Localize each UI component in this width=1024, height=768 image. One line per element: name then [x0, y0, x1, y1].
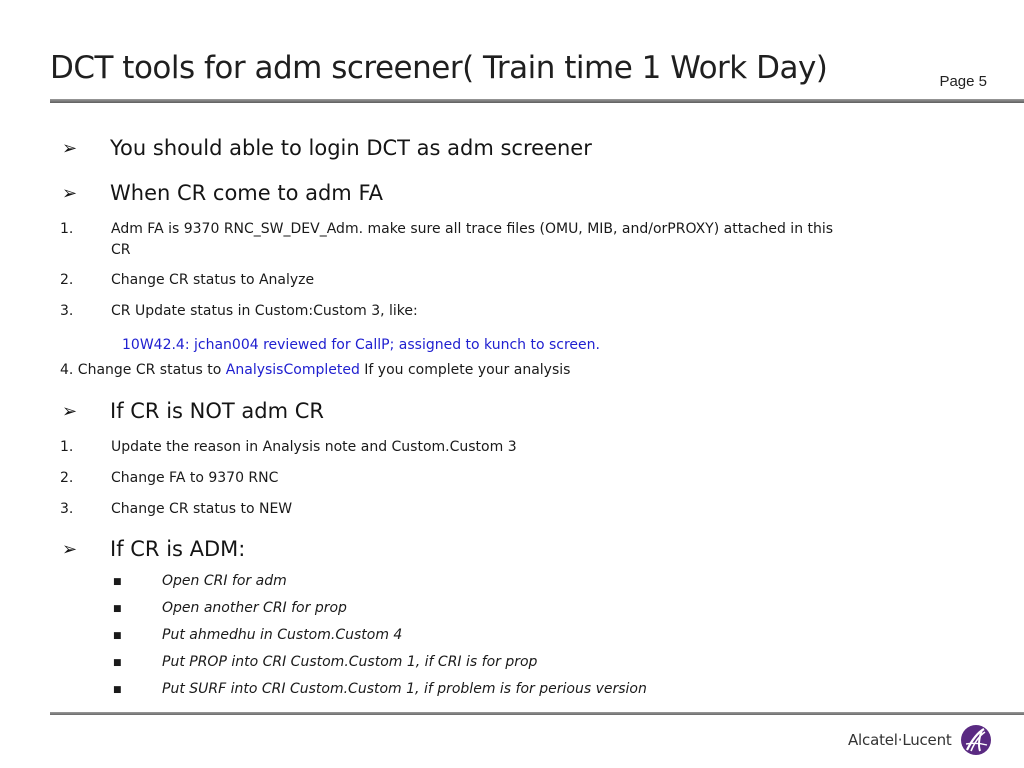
alcatel-lucent-logo — [848, 722, 998, 760]
page-number: Page 5 — [939, 73, 987, 90]
logo-text: Alcatel·Lucent — [848, 731, 952, 749]
sub-bullet-text: Open another CRI for prop — [162, 600, 347, 616]
bullet-text: You should able to login DCT as adm screener — [110, 136, 592, 160]
list-text: Change FA to 9370 RNC — [111, 470, 279, 486]
arrow-bullet-icon: ➢ — [62, 138, 78, 159]
list-number: 1. — [60, 439, 74, 455]
slide-title: DCT tools for adm screener( Train time 1 Work Day) — [50, 50, 828, 86]
list-text: Adm FA is 9370 RNC_SW_DEV_Adm. make sure all trace files (OMU, MIB, and/orPROXY) attached in this — [111, 221, 834, 237]
example-status-text: 10W42.4: jchan004 reviewed for CallP; assigned to kunch to screen. — [122, 337, 600, 353]
list-text: CR Update status in Custom:Custom 3, like: — [111, 303, 418, 319]
bullet-text: If CR is NOT adm CR — [110, 399, 324, 423]
alcatel-lucent-logo-icon — [960, 724, 992, 756]
bullet-text: If CR is ADM: — [110, 537, 246, 561]
square-bullet-icon: ■ — [113, 577, 122, 587]
sub-bullet-text: Open CRI for adm — [162, 573, 287, 589]
arrow-bullet-icon: ➢ — [62, 401, 78, 422]
square-bullet-icon: ■ — [113, 604, 122, 614]
list-number: 1. — [60, 221, 74, 237]
square-bullet-icon: ■ — [113, 658, 122, 668]
list-number: 3. — [60, 501, 74, 517]
list-number: 3. — [60, 303, 74, 319]
sub-bullet-text: Put PROP into CRI Custom.Custom 1, if CRI is for prop — [162, 654, 538, 670]
list-text: Change CR status to Analyze — [111, 272, 315, 288]
list-text: Change CR status to NEW — [111, 501, 293, 517]
analysis-completed-status: AnalysisCompleted — [225, 362, 360, 378]
arrow-bullet-icon: ➢ — [62, 183, 78, 204]
sub-bullet-text: Put SURF into CRI Custom.Custom 1, if problem is for perious version — [162, 681, 647, 697]
arrow-bullet-icon: ➢ — [62, 539, 78, 560]
title-divider — [50, 99, 1024, 103]
list-number: 2. — [60, 272, 74, 288]
square-bullet-icon: ■ — [113, 631, 122, 641]
sub-bullet-text: Put ahmedhu in Custom.Custom 4 — [162, 627, 403, 643]
step-four — [60, 362, 570, 378]
bullet-text: When CR come to adm FA — [110, 181, 383, 205]
list-text: Update the reason in Analysis note and Custom.Custom 3 — [111, 439, 517, 455]
step-four-prefix: 4. Change CR status to — [60, 362, 226, 378]
list-number: 2. — [60, 470, 74, 486]
footer-divider — [50, 712, 1024, 715]
square-bullet-icon: ■ — [113, 685, 122, 695]
step-four-suffix: If you complete your analysis — [359, 362, 571, 378]
list-text: CR — [111, 242, 131, 258]
